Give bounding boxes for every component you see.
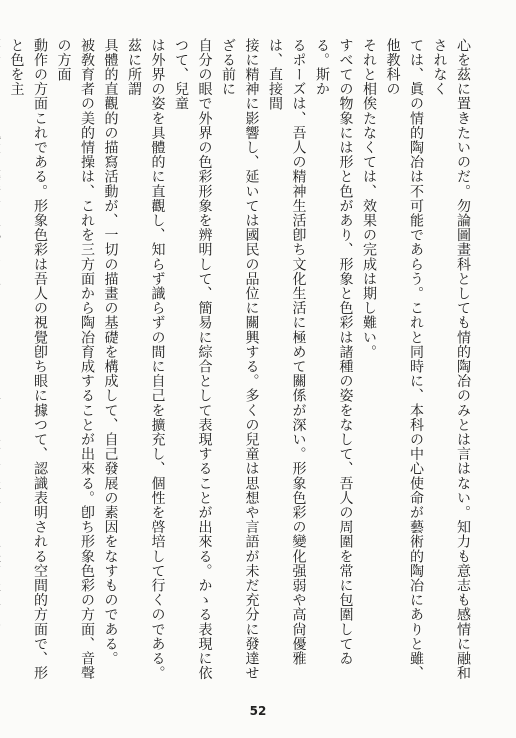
text-line-1: 心を茲に置きたいのだ。勿論圖畫科としても情的陶冶のみとは言はない。知力も意志も感情に融和されなく (431, 38, 471, 681)
text-line-12 (0, 38, 4, 682)
text-line-8: は外界の姿を具體的に直觀し、知らず識らずの間に自己を擴充し、個性を啓培して行くのである。茲に所謂 (126, 38, 166, 681)
text-line-4: すべての物象には形と色があり、形象と色彩は諸種の姿をなして、吾人の周圍を常に包圍してゐる。斯か (314, 38, 354, 666)
text-line-6: 接に精神に影響し、延いては國民の品位に關興する。多くの兒童は思想や言語が未だ充分に發達せざる前に (220, 38, 260, 681)
vertical-text-body (8, 38, 474, 682)
page-number: 52 (249, 704, 267, 718)
text-line-9: 具體的直觀的の描寫活動が、一切の描畫の基礎を構成して、自己發展の素因をなすものである。 (102, 38, 119, 666)
text-line-3: それと相俟たなくては、效果の完成は期し難い。 (361, 38, 377, 360)
text-line-11: 動作の方面これである。形象色彩は吾人の視覺卽ち眼に據つて、認識表明される空間的方面で、形と色を主 (8, 38, 48, 681)
text-line-2: ては、眞の情的陶冶は不可能であらう。これと同時に、本科の中心使命が藝術的陶冶にありと雖、他教科の (384, 38, 424, 681)
text-line-10: 被敎育者の美的情操は、これを三方面から陶冶育成することが出來る。卽ち形象色彩の方面、音聲の方面 (55, 38, 95, 681)
text-line-7: 自分の眼で外界の色彩形象を辨明して、簡易に綜合として表現することが出來る。かゝる表現に依つて、兒童 (173, 38, 213, 681)
text-line-5: るポーズは、吾人の精神生活卽ち文化生活に極めて關係が深い。形象色彩の變化强弱や高尙優雅は、直接間 (267, 38, 307, 666)
